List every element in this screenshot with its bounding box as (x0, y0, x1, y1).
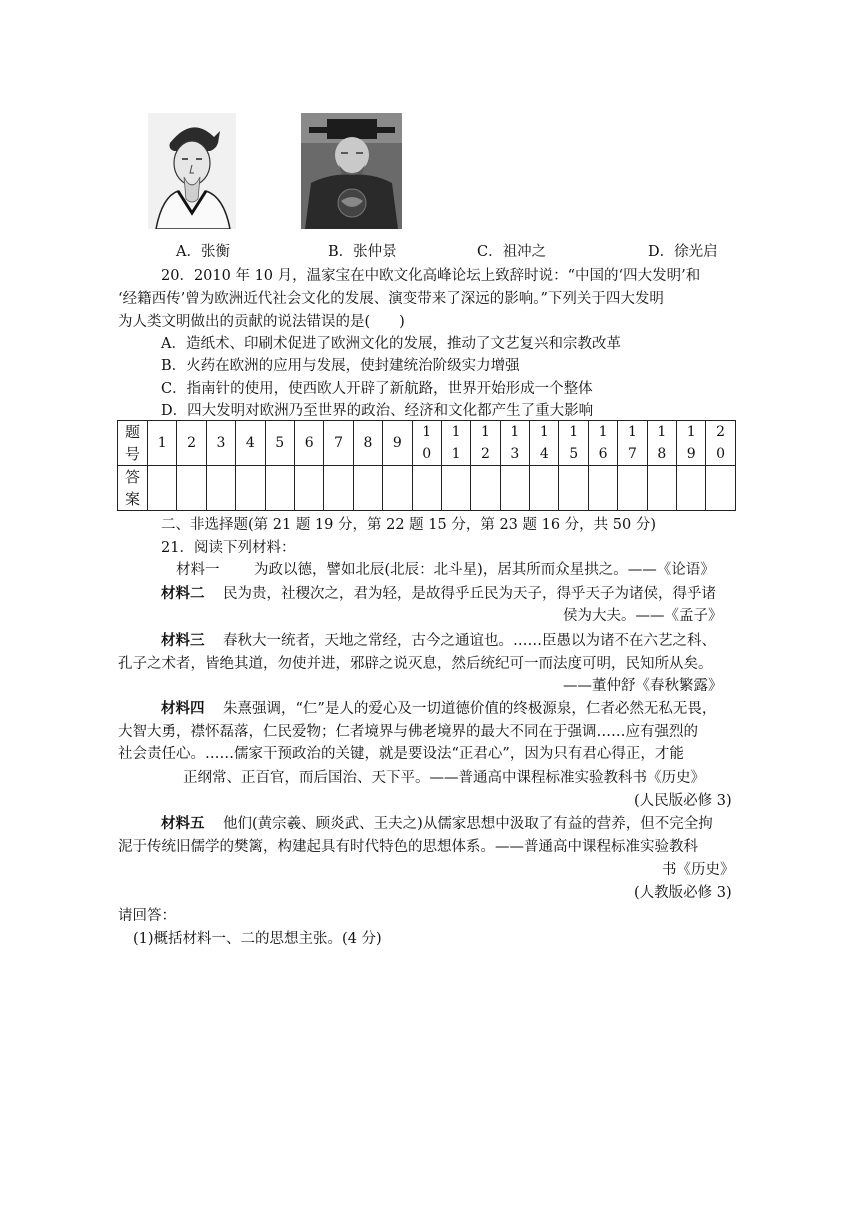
answer-cell[interactable] (412, 466, 441, 511)
number-cell (559, 421, 588, 466)
digit: 1 (481, 424, 490, 440)
number-cell: 3 (206, 421, 235, 466)
answer-cell[interactable] (706, 466, 735, 511)
material-2-line-1: 民为贵，社稷次之，君为轻，是故得乎丘民为天子，得乎天子为诸侯，得乎诸 (223, 586, 716, 602)
material-2-label: 材料二 (161, 586, 205, 602)
q19-option-b: B．张仲景 (328, 244, 397, 260)
answer-cell[interactable] (353, 466, 382, 511)
digit: 9 (686, 446, 696, 462)
answer-cell[interactable] (383, 466, 412, 511)
answer-bottom-char: 案 (124, 490, 140, 508)
digit: 1 (569, 424, 579, 440)
q20-option-c: C．指南针的使用，使西欧人开辟了新航路，世界开始形成一个整体 (161, 381, 593, 397)
answer-cell[interactable] (294, 466, 323, 511)
material-3-line-1: 春秋大一统者，天地之常经，古今之通谊也。……臣愚以为诸不在六艺之科、 (223, 633, 716, 649)
answer-table (117, 420, 736, 511)
number-cell (647, 421, 676, 466)
answer-cell[interactable] (618, 466, 647, 511)
answer-cell[interactable] (236, 466, 265, 511)
header-cell-question-number (118, 421, 148, 466)
answer-cell[interactable] (500, 466, 529, 511)
answer-cell[interactable] (559, 466, 588, 511)
material-1-label: 材料一 (176, 562, 220, 578)
header-bottom-char: 号 (124, 445, 140, 463)
q20-stem-line-1: 20．2010 年 10 月，温家宝在中欧文化高峰论坛上致辞时说：“中国的‘四大发明’和 (161, 268, 701, 284)
q20-option-d: D．四大发明对欧洲乃至世界的政治、经济和文化都产生了重大影响 (161, 403, 594, 419)
digit: 1 (657, 424, 667, 440)
number-cell (618, 421, 647, 466)
number-cell: 7 (324, 421, 353, 466)
q20-option-a: A．造纸术、印刷术促进了欧洲文化的发展，推动了文艺复兴和宗教改革 (161, 336, 621, 352)
digit: 2 (716, 424, 726, 440)
answer-cell[interactable] (324, 466, 353, 511)
section2-title: 二、非选择题(第 21 题 19 分，第 22 题 15 分，第 23 题 16 分，共 50 分) (161, 517, 656, 533)
material-3-label: 材料三 (161, 633, 205, 649)
answer-cell[interactable] (677, 466, 706, 511)
q20-option-b: B．火药在欧洲的应用与发展，使封建统治阶级实力增强 (161, 358, 520, 374)
number-cell (677, 421, 706, 466)
material-1-text: 为政以德，譬如北辰(北辰：北斗星)，居其所而众星拱之。——《论语》 (254, 562, 715, 578)
zhangheng-portrait (148, 113, 236, 229)
answer-cell[interactable] (471, 466, 500, 511)
material-5-line-2: 泥于传统旧儒学的樊篱，构建起具有时代特色的思想体系。——普通高中课程标准实验教科 (118, 839, 698, 855)
answer-cell[interactable] (206, 466, 235, 511)
digit: 1 (627, 424, 637, 440)
number-cell (588, 421, 617, 466)
answer-cell[interactable] (441, 466, 470, 511)
material-3-line-2: 孔子之术者，皆绝其道，勿使并进，邪辟之说灭息，然后统纪可一而法度可明，民知所从矣。 (118, 656, 713, 672)
digit: 1 (686, 424, 696, 440)
number-cell: 5 (265, 421, 294, 466)
digit: 0 (422, 446, 432, 462)
answer-table-answer-row (118, 466, 736, 511)
material-5-line-4: (人教版必修 3) (634, 885, 732, 901)
material-4-line-1: 朱熹强调，“仁”是人的爱心及一切道德价值的终极源泉，仁者必然无私无畏， (223, 701, 717, 717)
material-3-line-3: ——董仲舒《春秋繁露》 (563, 678, 723, 694)
material-4-label: 材料四 (161, 701, 205, 717)
digit: 4 (539, 446, 549, 462)
material-4-line-4: 正纲常、正百官，而后国治、天下平。——普通高中课程标准实验教科书《历史》 (183, 770, 705, 786)
material-5-line-1: 他们(黄宗羲、顾炎武、王夫之)从儒家思想中汲取了有益的营养，但不完全拘 (223, 816, 713, 832)
q21-intro: 21．阅读下列材料： (161, 540, 296, 556)
sub-question-1: (1)概括材料一、二的思想主张。(4 分) (133, 931, 382, 947)
q20-stem-line-2: ‘经籍西传’曾为欧洲近代社会文化的发展、演变带来了深远的影响。”下列关于四大发明 (118, 291, 664, 307)
please-answer: 请回答： (118, 908, 176, 924)
digit: 0 (716, 446, 726, 462)
header-top-char: 题 (124, 423, 140, 441)
number-cell: 6 (294, 421, 323, 466)
xuguangqi-portrait (301, 113, 402, 229)
digit: 3 (510, 446, 520, 462)
number-cell: 9 (383, 421, 412, 466)
number-cell (530, 421, 559, 466)
answer-cell[interactable] (265, 466, 294, 511)
number-cell (706, 421, 735, 466)
material-4-line-3: 社会责任心。……儒家干预政治的关键，就是要设法“正君心”，因为只有君心得正，才能 (118, 746, 684, 762)
digit: 1 (598, 424, 608, 440)
q19-option-d: D．徐光启 (648, 244, 718, 260)
digit: 1 (539, 424, 549, 440)
digit: 6 (598, 446, 608, 462)
digit: 5 (569, 446, 579, 462)
number-cell (500, 421, 529, 466)
answer-cell[interactable] (647, 466, 676, 511)
q20-stem-line-3: 为人类文明做出的贡献的说法错误的是( ) (118, 314, 405, 330)
q19-option-c: C．祖冲之 (477, 244, 547, 260)
number-cell (441, 421, 470, 466)
number-cell: 8 (353, 421, 382, 466)
digit: 2 (481, 446, 490, 462)
answer-table-number-row (118, 421, 736, 466)
material-5-label: 材料五 (161, 816, 205, 832)
number-cell: 4 (236, 421, 265, 466)
answer-cell[interactable] (530, 466, 559, 511)
digit: 1 (422, 424, 432, 440)
number-cell (412, 421, 441, 466)
digit: 1 (451, 446, 461, 462)
digit: 8 (657, 446, 667, 462)
answer-cell[interactable] (177, 466, 206, 511)
material-4-line-5: (人民版必修 3) (634, 793, 732, 809)
header-cell-answer (118, 466, 148, 511)
answer-cell[interactable] (588, 466, 617, 511)
digit: 1 (510, 424, 520, 440)
material-5-line-3: 书《历史》 (662, 862, 735, 878)
number-cell (471, 421, 500, 466)
material-4-line-2: 大智大勇，襟怀磊落，仁民爱物；仁者境界与佛老境界的最大不同在于强调……应有强烈的 (118, 724, 698, 740)
digit: 7 (627, 446, 637, 462)
answer-cell[interactable] (148, 466, 177, 511)
q19-option-a: A．张衡 (176, 244, 230, 260)
number-cell: 1 (148, 421, 177, 466)
material-2-line-2: 侯为大夫。——《孟子》 (563, 608, 723, 624)
answer-top-char: 答 (124, 468, 140, 486)
digit: 1 (451, 424, 461, 440)
number-cell: 2 (177, 421, 206, 466)
